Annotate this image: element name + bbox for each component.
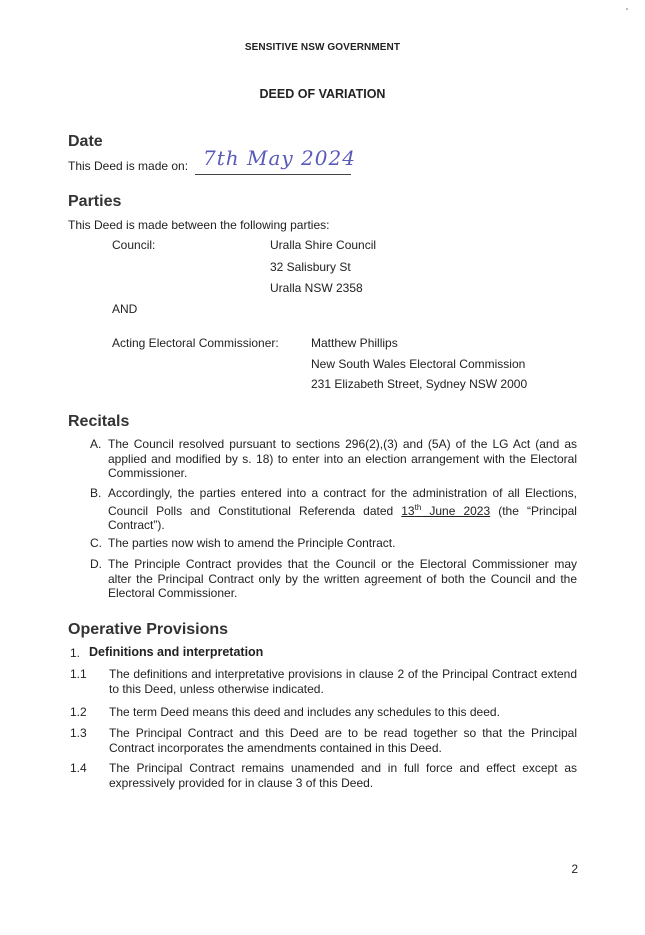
contract-date-day: 13	[401, 503, 415, 518]
recital-label: D.	[90, 557, 102, 571]
definitions-subheading: Definitions and interpretation	[89, 645, 264, 659]
recital-label: A.	[90, 437, 102, 451]
date-signature-line	[195, 174, 351, 175]
operative-heading: Operative Provisions	[68, 621, 229, 638]
recital-text	[108, 486, 577, 533]
parties-intro: This Deed is made between the following parties:	[68, 218, 330, 232]
council-label: Council:	[112, 238, 156, 252]
handwritten-date: 7th May 2024	[203, 146, 356, 170]
clause-number: 1.3	[70, 726, 87, 740]
clause-text: The Principal Contract remains unamended and in full force and effect except as expressively provided for in clause 3 of this Deed.	[109, 761, 577, 790]
clause-text: The term Deed means this deed and includes any schedules to this deed.	[109, 705, 500, 719]
date-heading: Date	[68, 133, 103, 150]
page-number: 2	[571, 862, 578, 876]
clause-number: 1.4	[70, 761, 87, 775]
recital-label: C.	[90, 536, 102, 550]
clause-text: The definitions and interpretative provisions in clause 2 of the Principal Contract extend to this Deed, unless otherwise indicated.	[109, 667, 577, 696]
classification-marking: SENSITIVE NSW GOVERNMENT	[244, 42, 401, 53]
commissioner-org: New South Wales Electoral Commission	[311, 357, 526, 371]
parties-heading: Parties	[68, 193, 122, 210]
contract-date	[401, 504, 490, 518]
clause-number: 1.1	[70, 667, 87, 681]
recital-text: The parties now wish to amend the Principle Contract.	[108, 536, 396, 550]
recital-text-part: Accordingly, the parties entered into a contract for the administration of all Elections, Council Polls and Constitutional Referenda dated	[108, 486, 577, 518]
council-name: Uralla Shire Council	[270, 238, 377, 252]
contract-date-suffix: th	[414, 502, 422, 512]
clause-text: The Principal Contract and this Deed are to be read together so that the Principal Contract incorporates the amendments contained in this Deed.	[109, 726, 577, 755]
date-label: This Deed is made on:	[68, 159, 189, 173]
recital-label: B.	[90, 486, 102, 500]
contract-date-rest: June 2023	[421, 503, 491, 518]
recitals-heading: Recitals	[68, 413, 130, 430]
commissioner-label: Acting Electoral Commissioner:	[112, 336, 279, 350]
document-title: DEED OF VARIATION	[259, 87, 386, 101]
recital-text-part: (the “Principal Contract”).	[108, 503, 577, 533]
clause-number: 1.2	[70, 705, 87, 719]
scan-speck	[626, 8, 628, 10]
subheading-number: 1.	[70, 646, 81, 660]
commissioner-address: 231 Elizabeth Street, Sydney NSW 2000	[311, 377, 528, 391]
recital-text: The Principle Contract provides that the Council or the Electoral Commissioner may alter the Principal Contract only by the written agreement of both the Council and the Electoral Commissioner.	[108, 557, 577, 601]
recital-text: The Council resolved pursuant to sections 296(2),(3) and (5A) of the LG Act (and as applied and modified by s. 18) to enter into an election arrangement with the Electoral Commissioner.	[108, 437, 577, 481]
council-street: 32 Salisbury St	[270, 260, 351, 274]
commissioner-name: Matthew Phillips	[311, 336, 398, 350]
council-suburb: Uralla NSW 2358	[270, 281, 363, 295]
and-separator: AND	[112, 302, 138, 316]
